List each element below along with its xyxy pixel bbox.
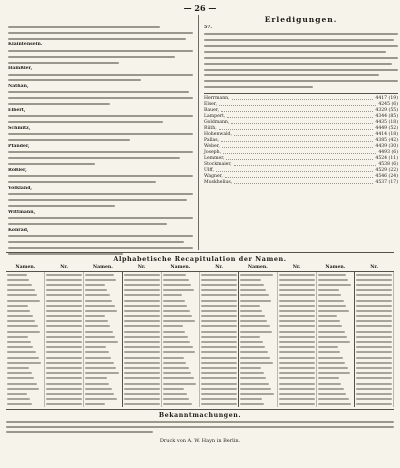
leader-dots [216, 168, 374, 172]
left-notice-column [8, 15, 193, 258]
index-name-cell [84, 402, 123, 407]
leader-dots [234, 180, 373, 184]
leader-dots [221, 138, 373, 142]
ledger-name: Ulff, [204, 167, 214, 173]
notice-entry: Klaintenseln. [8, 41, 43, 47]
index-name-cell [239, 402, 278, 407]
divider-rule [204, 93, 398, 94]
index-number-cell [200, 402, 239, 407]
ledger-value: 4493 (6) [378, 149, 398, 155]
ledger-value: 4538 (6) [378, 161, 398, 167]
index-name-cell [6, 402, 45, 407]
ledger-value: 4439 (30) [375, 143, 398, 149]
index-number-cell [277, 402, 316, 407]
right-column-heading: Erledigungen. [264, 15, 338, 24]
index-column-header: Nr. [277, 264, 316, 272]
notice-entry: Nathan, [8, 83, 29, 89]
ledger-value: 4417 (19) [375, 95, 398, 101]
leader-dots [234, 162, 377, 166]
index-row [6, 402, 394, 407]
index-column-header: Nr. [122, 264, 161, 272]
notice-entry: Rößler, [8, 167, 27, 173]
ledger-name: Elser, [204, 101, 218, 107]
ledger-value: 4529 (22) [375, 167, 398, 173]
ledger-name: Weber, [204, 143, 220, 149]
notice-entry: Konrad, [8, 227, 29, 233]
index-name-cell [316, 402, 355, 407]
notice-entry: Volkland, [8, 185, 33, 191]
ledger-name: Muskhelius, [204, 179, 233, 185]
leader-dots [226, 156, 373, 160]
ledger-value: 4329 (55) [375, 107, 398, 113]
leader-dots [222, 144, 374, 148]
index-column-header: Namen. [84, 264, 123, 272]
ledger-name: Stockmaier, [204, 161, 232, 167]
ledger-name: Lampert, [204, 113, 226, 119]
leader-dots [232, 96, 374, 100]
index-column-header: Namen. [6, 264, 45, 272]
notice-entry: Pfänder, [8, 143, 30, 149]
leader-dots [234, 132, 373, 136]
index-name-cell [161, 402, 200, 407]
ledger-name: Herrmann, [204, 95, 230, 101]
leader-dots [221, 108, 373, 112]
index-column-header: Nr. [355, 264, 394, 272]
ledger-value: 4245 (6) [378, 101, 398, 107]
two-column-notices [6, 15, 398, 250]
page-number: — 26 — [183, 3, 217, 13]
ledger-name: Wagner, [204, 173, 223, 179]
index-column-header: Namen. [239, 264, 278, 272]
leader-dots [223, 150, 376, 154]
ledger-value: 4524 (11) [375, 155, 398, 161]
ledger-value: 4449 (52) [375, 125, 398, 131]
index-column-header: Namen. [316, 264, 355, 272]
notice-intro: 57. [204, 25, 212, 30]
column-divider [198, 15, 199, 250]
ledger-name: Pallas, [204, 137, 220, 143]
ledger-name: Hohenwald, [204, 131, 232, 137]
notice-entry: Elbert, [8, 107, 26, 113]
index-title: Alphabetische Recapitulation der Namen. [113, 255, 287, 263]
announcements-title: Bekanntmachungen. [158, 411, 242, 419]
index-column-header: Nr. [45, 264, 84, 272]
ledger-name: Bauer, [204, 107, 219, 113]
ledger-value: 4385 (42) [375, 137, 398, 143]
leader-dots [219, 126, 374, 130]
ledger-row [204, 180, 398, 186]
ledger-name: Lemmer, [204, 155, 225, 161]
leader-dots [219, 102, 376, 106]
ledger-name: Joseph, [204, 149, 222, 155]
right-notice-column [204, 15, 398, 186]
left-column-heading [8, 15, 193, 24]
leader-dots [227, 114, 373, 118]
divider-rule [6, 409, 394, 410]
name-index-table [6, 264, 394, 407]
ledger-value: 4435 (18) [375, 119, 398, 125]
ledger-name: Rüth, [204, 125, 217, 131]
notice-entry: Wittmann, [8, 209, 36, 215]
ledger-value: 4537 (17) [375, 179, 398, 185]
index-number-cell [355, 402, 394, 407]
ledger-value: 4546 (24) [375, 173, 398, 179]
index-column-header: Namen. [161, 264, 200, 272]
ledger-value: 4414 (18) [375, 131, 398, 137]
notice-entry: Hainßler, [8, 65, 33, 71]
notice-entry: Schmitz, [8, 125, 31, 131]
printer-imprint: Druck von A. W. Hayn in Berlin. [159, 438, 241, 445]
ledger-list [204, 96, 398, 186]
ledger-value: 4344 (85) [375, 113, 398, 119]
index-number-cell [122, 402, 161, 407]
index-column-header: Nr. [200, 264, 239, 272]
leader-dots [231, 120, 373, 124]
leader-dots [225, 174, 374, 178]
ledger-name: Goldmann, [204, 119, 230, 125]
index-number-cell [45, 402, 84, 407]
